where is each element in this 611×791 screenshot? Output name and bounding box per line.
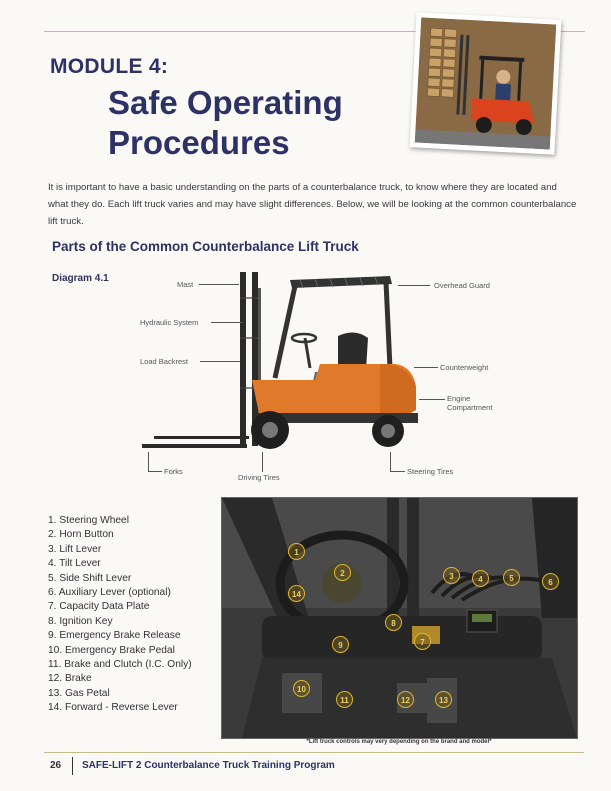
module-label: MODULE 4:: [50, 55, 169, 78]
list-item: 5. Side Shift Lever: [48, 572, 132, 584]
page-number: 26: [50, 760, 62, 771]
controls-parts-list: [48, 514, 192, 716]
control-badge-13: 13: [435, 691, 452, 708]
cab-controls-photo: [221, 497, 578, 739]
callout-line: [419, 399, 445, 400]
control-badge-1: 1: [288, 543, 305, 560]
control-badge-9: 9: [332, 636, 349, 653]
control-badge-2: 2: [334, 564, 351, 581]
list-item: 14. Forward - Reverse Lever: [48, 702, 178, 714]
callout-engine: Engine: [447, 394, 471, 403]
callout-line: [390, 471, 405, 472]
callout-forks: Forks: [164, 467, 183, 476]
list-item: 3. Lift Lever: [48, 543, 102, 555]
footer-title: SAFE-LIFT 2 Counterbalance Truck Training Program: [82, 760, 335, 771]
list-item: 9. Emergency Brake Release: [48, 630, 181, 642]
list-item: 11. Brake and Clutch (I.C. Only): [48, 659, 192, 671]
list-item: 6. Auxiliary Lever (optional): [48, 587, 171, 599]
callout-line: [148, 452, 149, 472]
list-item: 12. Brake: [48, 673, 92, 685]
header-photo: [410, 12, 562, 154]
footer-separator: [72, 757, 73, 775]
control-badge-5: 5: [503, 569, 520, 586]
callout-engine-compartment: Compartment: [447, 403, 493, 412]
section-title: Parts of the Common Counterbalance Lift Truck: [52, 239, 359, 254]
callout-line: [398, 285, 430, 286]
callout-line: [211, 322, 243, 323]
bottom-rule: [44, 752, 584, 753]
control-badge-8: 8: [385, 614, 402, 631]
callout-mast: Mast: [177, 280, 194, 289]
callout-hydraulic-system: Hydraulic System: [140, 318, 199, 327]
photo-caption: *Lift truck controls may very depending on the brand and model*: [306, 739, 492, 745]
list-item: 13. Gas Petal: [48, 687, 110, 699]
callout-line: [390, 452, 391, 472]
callout-overhead-guard: Overhead Guard: [434, 281, 490, 290]
intro-paragraph: It is important to have a basic understanding on the parts of a counterbalance truck, to know where they are located and what they do. Each lift truck varies and may have slight differences. Below, we will be looking at the common counterbalance lift truck.: [48, 182, 577, 227]
callout-line: [199, 284, 239, 285]
callout-line: [262, 452, 263, 472]
diagram-label: Diagram 4.1: [52, 273, 109, 284]
callout-line: [200, 361, 240, 362]
callout-driving-tires: Driving Tires: [238, 473, 280, 482]
forks-shape: [142, 444, 247, 448]
list-item: 2. Horn Button: [48, 529, 114, 541]
control-badge-4: 4: [472, 570, 489, 587]
title-line-1: Safe Operating: [108, 84, 343, 121]
callout-line: [414, 367, 438, 368]
list-item: 8. Ignition Key: [48, 615, 113, 627]
control-badge-6: 6: [542, 573, 559, 590]
list-item: 4. Tilt Lever: [48, 558, 101, 570]
warehouse-forklift-image: [415, 18, 556, 150]
list-item: 10. Emergency Brake Pedal: [48, 644, 175, 656]
control-badge-7: 7: [414, 633, 431, 650]
list-item: 1. Steering Wheel: [48, 515, 129, 526]
callout-counterweight: Counterweight: [440, 363, 489, 372]
callout-line: [148, 471, 162, 472]
top-rule: [44, 31, 429, 32]
control-badge-14: 14: [288, 585, 305, 602]
page-title: [108, 83, 343, 163]
control-badge-3: 3: [443, 567, 460, 584]
title-line-2: Procedures: [108, 124, 290, 161]
list-item: 7. Capacity Data Plate: [48, 601, 150, 613]
control-badge-10: 10: [293, 680, 310, 697]
control-badge-11: 11: [336, 691, 353, 708]
callout-load-backrest: Load Backrest: [140, 357, 188, 366]
control-badge-12: 12: [397, 691, 414, 708]
callout-steering-tires: Steering Tires: [407, 467, 454, 476]
